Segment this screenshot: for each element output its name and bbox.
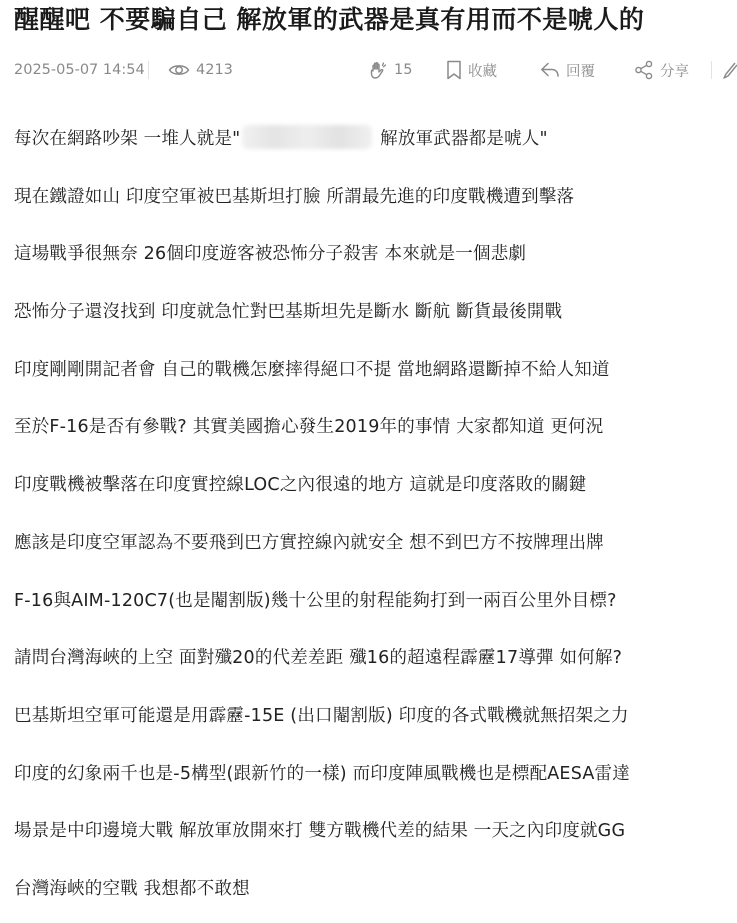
like-button[interactable] — [368, 50, 412, 90]
collect-label: 收藏 — [468, 63, 497, 80]
article-title: 醒醒吧 不要騙自己 解放軍的武器是真有用而不是唬人的 — [14, 5, 645, 34]
more-action-button[interactable] — [722, 50, 737, 90]
paragraph: 巴基斯坦空軍可能還是用霹靂-15E (出口閹割版) 印度的各式戰機就無招架之力 — [14, 705, 629, 726]
reply-label: 回覆 — [566, 63, 595, 80]
post-date — [14, 50, 145, 90]
paragraph: 台灣海峽的空戰 我想都不敢想 — [14, 878, 250, 899]
like-count: 15 — [394, 62, 413, 78]
share-icon — [634, 60, 654, 80]
paragraph: 場景是中印邊境大戰 解放軍放開來打 雙方戰機代差的結果 一天之內印度就GG — [14, 821, 626, 842]
view-count-text: 4213 — [196, 62, 233, 78]
paragraph: 現在鐵證如山 印度空軍被巴基斯坦打臉 所謂最先進的印度戰機遭到擊落 — [14, 186, 575, 207]
article-meta-bar — [0, 50, 737, 90]
view-count — [168, 50, 233, 90]
paragraph-text: 解放軍武器都是唬人" — [374, 129, 548, 149]
paragraph: 印度剛剛開記者會 自己的戰機怎麼摔得絕口不提 當地網路還斷掉不給人知道 — [14, 359, 610, 380]
paragraph: 恐怖分子還沒找到 印度就急忙對巴基斯坦先是斷水 斷航 斷貨最後開戰 — [14, 302, 563, 323]
clap-hands-icon — [368, 60, 388, 80]
meta-divider — [148, 61, 149, 79]
paragraph: 請問台灣海峽的上空 面對殲20的代差差距 殲16的超遠程霹靂17導彈 如何解? — [14, 648, 623, 669]
paragraph — [14, 115, 734, 173]
reply-arrow-icon — [540, 61, 560, 79]
share-label: 分享 — [660, 63, 689, 80]
paragraph: 應該是印度空軍認為不要飛到巴方實控線內就安全 想不到巴方不按牌理出牌 — [14, 532, 604, 553]
eye-icon — [168, 62, 190, 78]
reply-button[interactable] — [540, 50, 595, 90]
paragraph: 至於F-16是否有參戰? 其實美國擔心發生2019年的事情 大家都知道 更何況 — [14, 417, 604, 438]
censored-blur — [242, 125, 372, 149]
paragraph: F-16與AIM-120C7(也是閹割版)幾十公里的射程能夠打到一兩百公里外目標? — [14, 590, 617, 611]
share-button[interactable] — [634, 50, 689, 90]
article-body — [14, 115, 734, 923]
pencil-icon — [722, 60, 737, 80]
paragraph: 這場戰爭很無奈 26個印度遊客被恐怖分子殺害 本來就是一個悲劇 — [14, 244, 527, 265]
bookmark-icon — [446, 60, 462, 80]
collect-button[interactable] — [446, 50, 497, 90]
post-date-text: 2025-05-07 14:54 — [14, 62, 145, 78]
meta-divider — [711, 61, 712, 79]
paragraph-text: 每次在網路吵架 一堆人就是" — [14, 129, 241, 149]
paragraph: 印度的幻象兩千也是-5構型(跟新竹的一樣) 而印度陣風戰機也是標配AESA雷達 — [14, 763, 630, 784]
paragraph: 印度戰機被擊落在印度實控線LOC之內很遠的地方 這就是印度落敗的關鍵 — [14, 475, 587, 496]
